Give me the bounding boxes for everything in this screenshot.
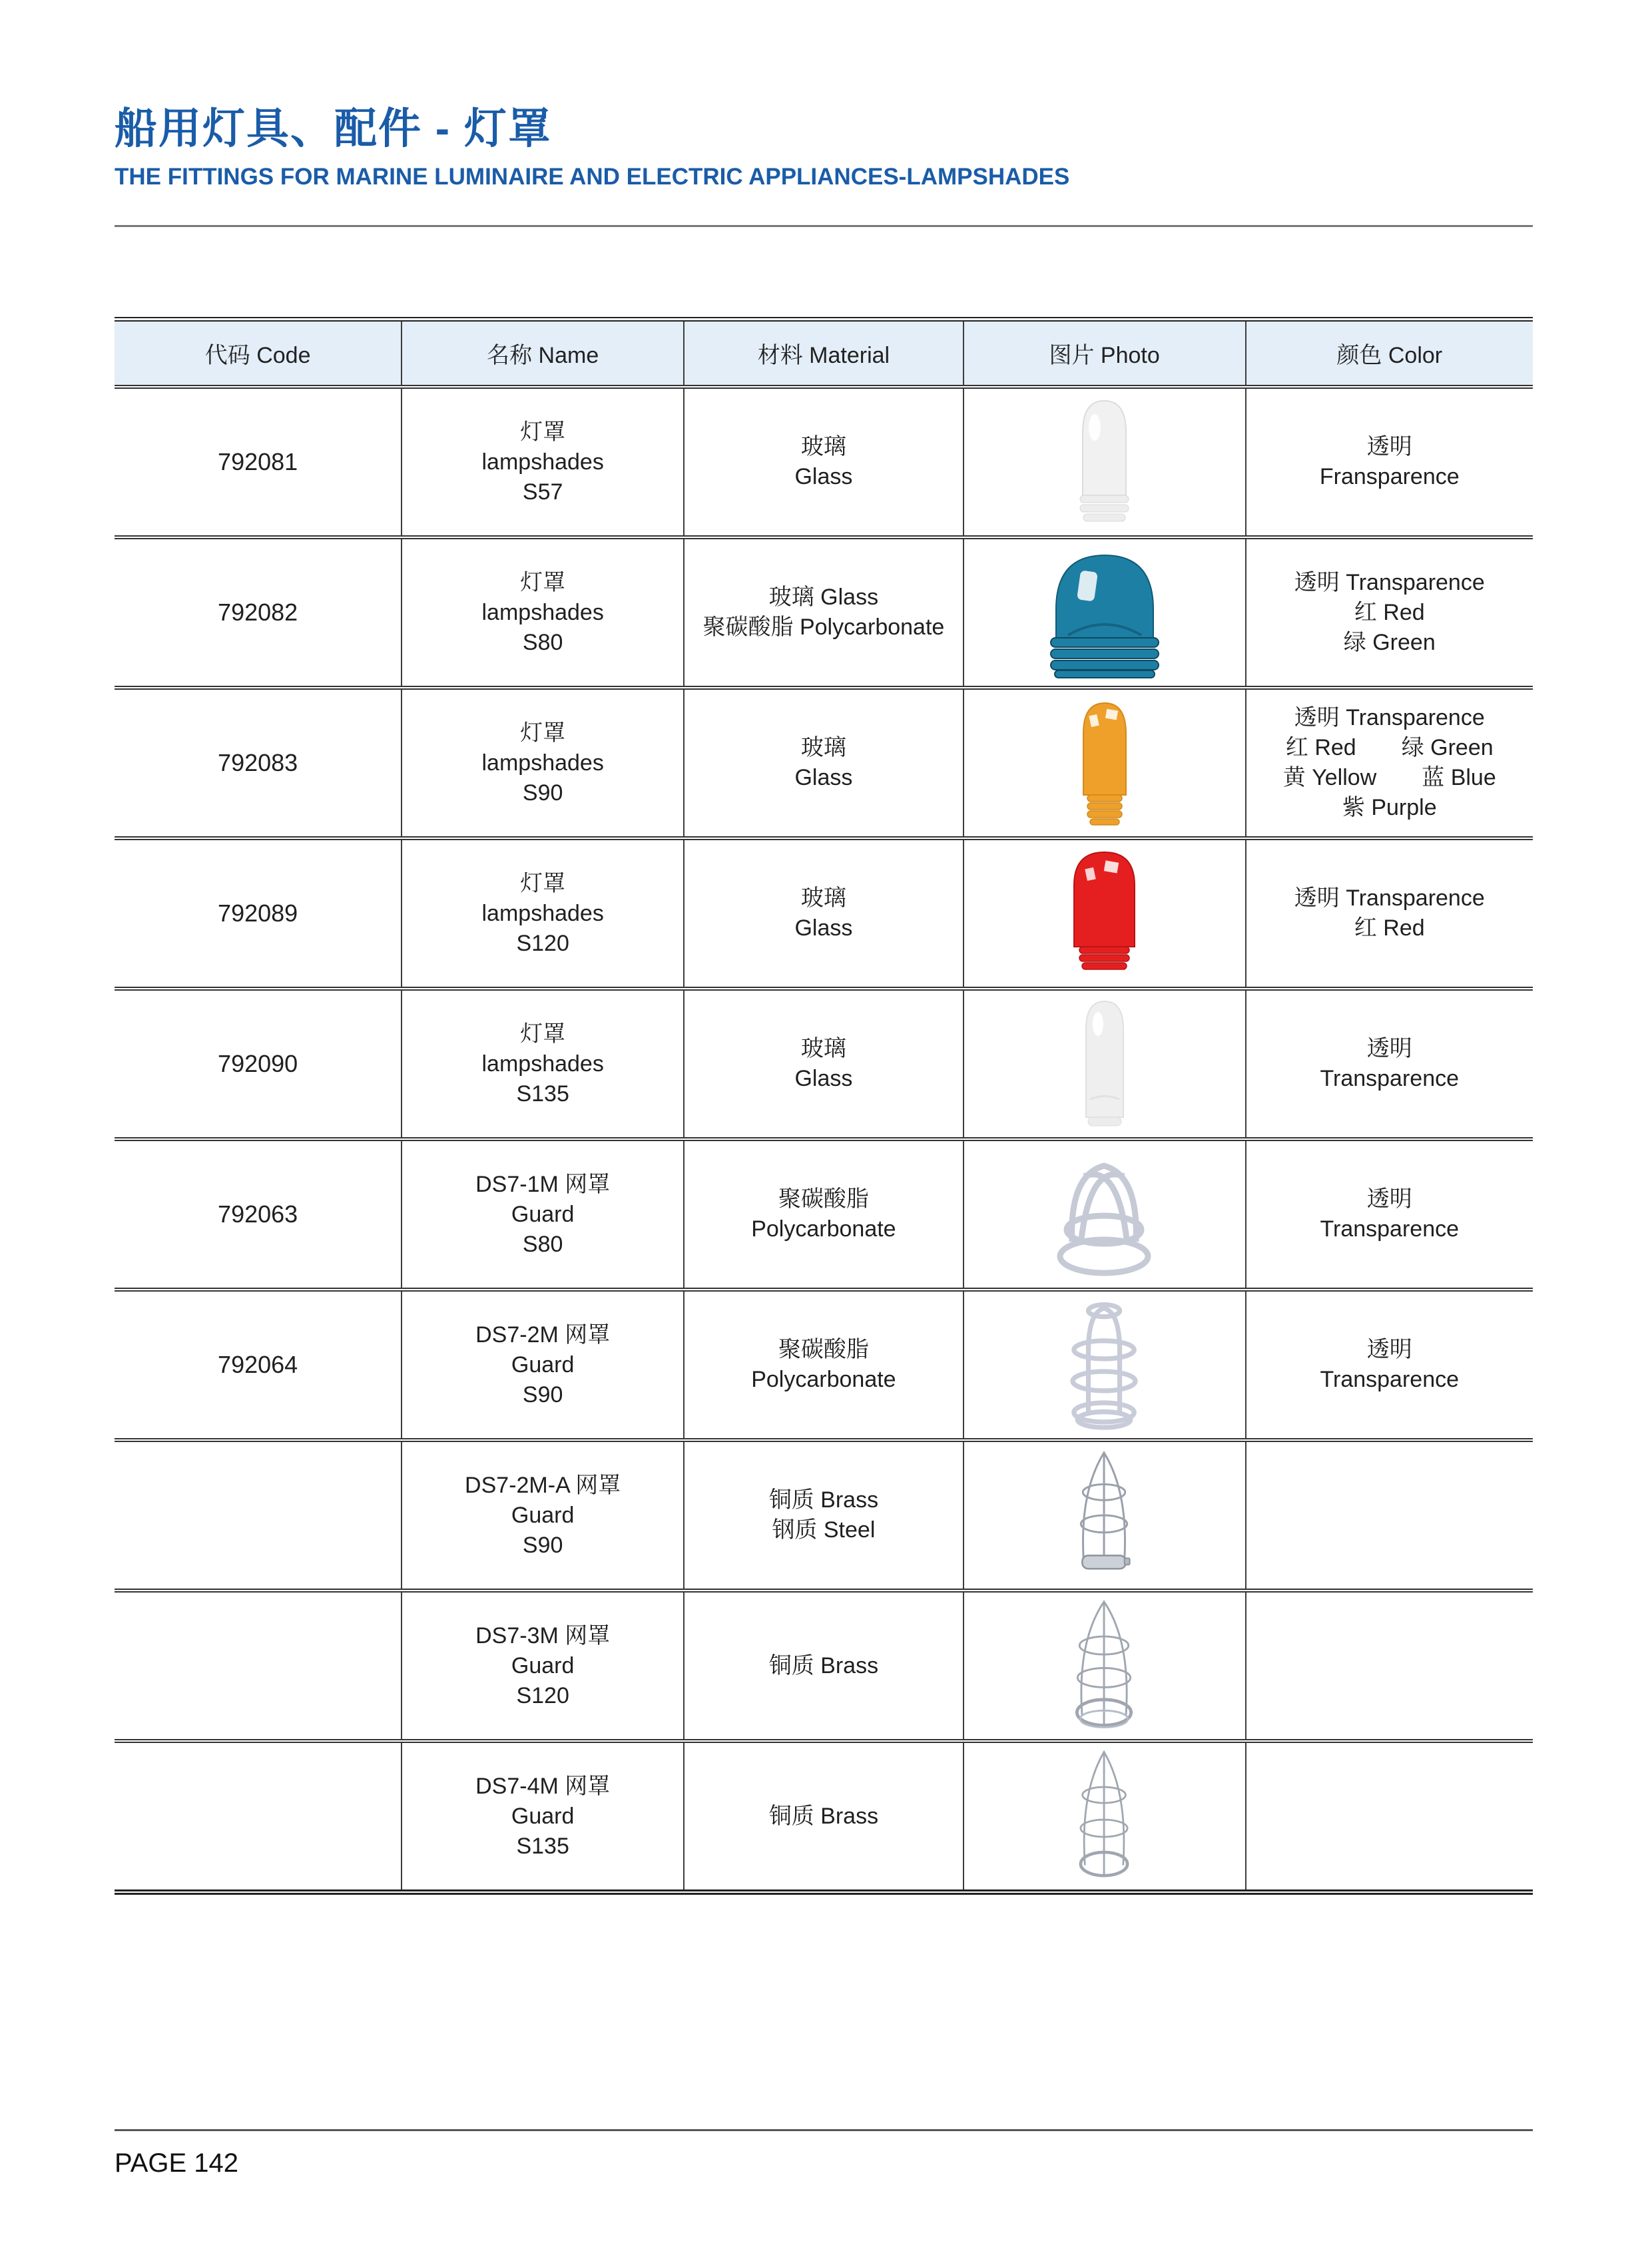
metal-guard-tall-icon bbox=[1066, 1747, 1143, 1885]
header-material: 材料 Material bbox=[683, 322, 963, 385]
clear-guard-icon bbox=[1049, 1150, 1159, 1280]
product-material: 聚碳酸脂 bbox=[778, 1186, 869, 1212]
product-code: 792083 bbox=[218, 749, 298, 776]
lampshade-dome-white-icon bbox=[1069, 395, 1139, 529]
product-material: 玻璃 bbox=[800, 885, 846, 911]
product-material: 玻璃 bbox=[800, 735, 846, 760]
footer-divider bbox=[115, 2129, 1533, 2131]
lampshade-dome-blue-icon bbox=[1041, 546, 1168, 679]
product-material: 聚碳酸脂 bbox=[778, 1337, 869, 1362]
product-name: 灯罩 bbox=[520, 569, 566, 595]
product-name: DS7-3M 网罩 bbox=[475, 1622, 611, 1648]
table-row: DS7-4M 网罩 Guard S135 铜质 Brass bbox=[115, 1739, 1533, 1889]
product-code: 792081 bbox=[218, 448, 298, 475]
table-row: 792090 灯罩 lampshades S135 玻璃 Glass 透明 Transparence bbox=[115, 987, 1533, 1137]
product-table bbox=[115, 317, 1533, 1895]
page-title-en: THE FITTINGS FOR MARINE LUMINAIRE AND ELECTRIC APPLIANCES-LAMPSHADES bbox=[115, 164, 1070, 190]
product-color: 透明 Transparence bbox=[1294, 569, 1485, 595]
product-code: 792082 bbox=[218, 599, 298, 626]
header-name: 名称 Name bbox=[401, 322, 683, 385]
product-name: DS7-2M 网罩 bbox=[475, 1322, 611, 1348]
product-code: 792064 bbox=[218, 1351, 298, 1378]
product-material: 玻璃 Glass bbox=[768, 585, 879, 610]
table-row: 792081 灯罩 lampshades S57 玻璃 Glass 透明 Fransparence bbox=[115, 385, 1533, 535]
table-header-row bbox=[115, 322, 1533, 385]
product-name: DS7-1M 网罩 bbox=[475, 1171, 611, 1197]
product-name: DS7-2M-A 网罩 bbox=[465, 1472, 621, 1498]
header-code: 代码 Code bbox=[204, 343, 311, 368]
metal-guard-clamp-icon bbox=[1066, 1446, 1143, 1585]
header-photo: 图片 Photo bbox=[963, 322, 1245, 385]
lampshade-tall-white-icon bbox=[1071, 996, 1138, 1132]
product-name: 灯罩 bbox=[520, 720, 566, 746]
metal-guard-icon bbox=[1063, 1597, 1146, 1735]
product-code: 792063 bbox=[218, 1200, 298, 1228]
product-code: 792089 bbox=[218, 899, 298, 927]
product-name: 灯罩 bbox=[520, 870, 566, 896]
page-number: PAGE 142 bbox=[115, 2148, 239, 2178]
product-color: 透明 bbox=[1366, 1036, 1412, 1061]
product-material: 铜质 Brass bbox=[768, 1803, 879, 1829]
header-divider bbox=[115, 225, 1533, 227]
table-row: 792064 DS7-2M 网罩 Guard S90 聚碳酸脂 Polycarbonate 透明 Transparence bbox=[115, 1288, 1533, 1438]
table-row: 792082 灯罩 lampshades S80 玻璃 Glass 聚碳酸脂 Polycarbonate 透明 Transparence 红 Red 绿 Green bbox=[115, 535, 1533, 686]
table-row: 792089 灯罩 lampshades S120 玻璃 Glass 透明 Transparence 红 Red bbox=[115, 836, 1533, 987]
header-color: 颜色 Color bbox=[1245, 322, 1533, 385]
product-material: 玻璃 bbox=[800, 434, 846, 459]
product-color: 透明 Transparence bbox=[1294, 705, 1485, 730]
clear-guard-tall-icon bbox=[1063, 1296, 1146, 1434]
lampshade-dome-red-icon bbox=[1066, 847, 1143, 980]
table-row: DS7-2M-A 网罩 Guard S90 铜质 Brass 钢质 Steel bbox=[115, 1438, 1533, 1589]
product-code: 792090 bbox=[218, 1050, 298, 1077]
product-color: 透明 bbox=[1366, 434, 1412, 459]
product-material: 铜质 Brass bbox=[768, 1652, 879, 1678]
page-title-zh: 船用灯具、配件 - 灯罩 bbox=[115, 105, 552, 152]
product-color: 透明 bbox=[1366, 1186, 1412, 1212]
product-color: 透明 bbox=[1366, 1337, 1412, 1362]
product-name: 灯罩 bbox=[520, 1021, 566, 1047]
product-name: DS7-4M 网罩 bbox=[475, 1773, 611, 1799]
product-material: 玻璃 bbox=[800, 1036, 846, 1061]
table-row: 792083 灯罩 lampshades S90 玻璃 Glass 透明 Transparence 红 Red 绿 Green 黄 Yellow 蓝 Blue 紫 Purple bbox=[115, 686, 1533, 836]
lampshade-dome-orange-icon bbox=[1071, 696, 1138, 830]
product-name: 灯罩 bbox=[520, 419, 566, 445]
table-row: DS7-3M 网罩 Guard S120 铜质 Brass bbox=[115, 1589, 1533, 1739]
table-row: 792063 DS7-1M 网罩 Guard S80 聚碳酸脂 Polycarbonate 透明 Transparence bbox=[115, 1137, 1533, 1288]
product-color: 透明 Transparence bbox=[1294, 885, 1485, 911]
product-material: 铜质 Brass bbox=[768, 1487, 879, 1513]
